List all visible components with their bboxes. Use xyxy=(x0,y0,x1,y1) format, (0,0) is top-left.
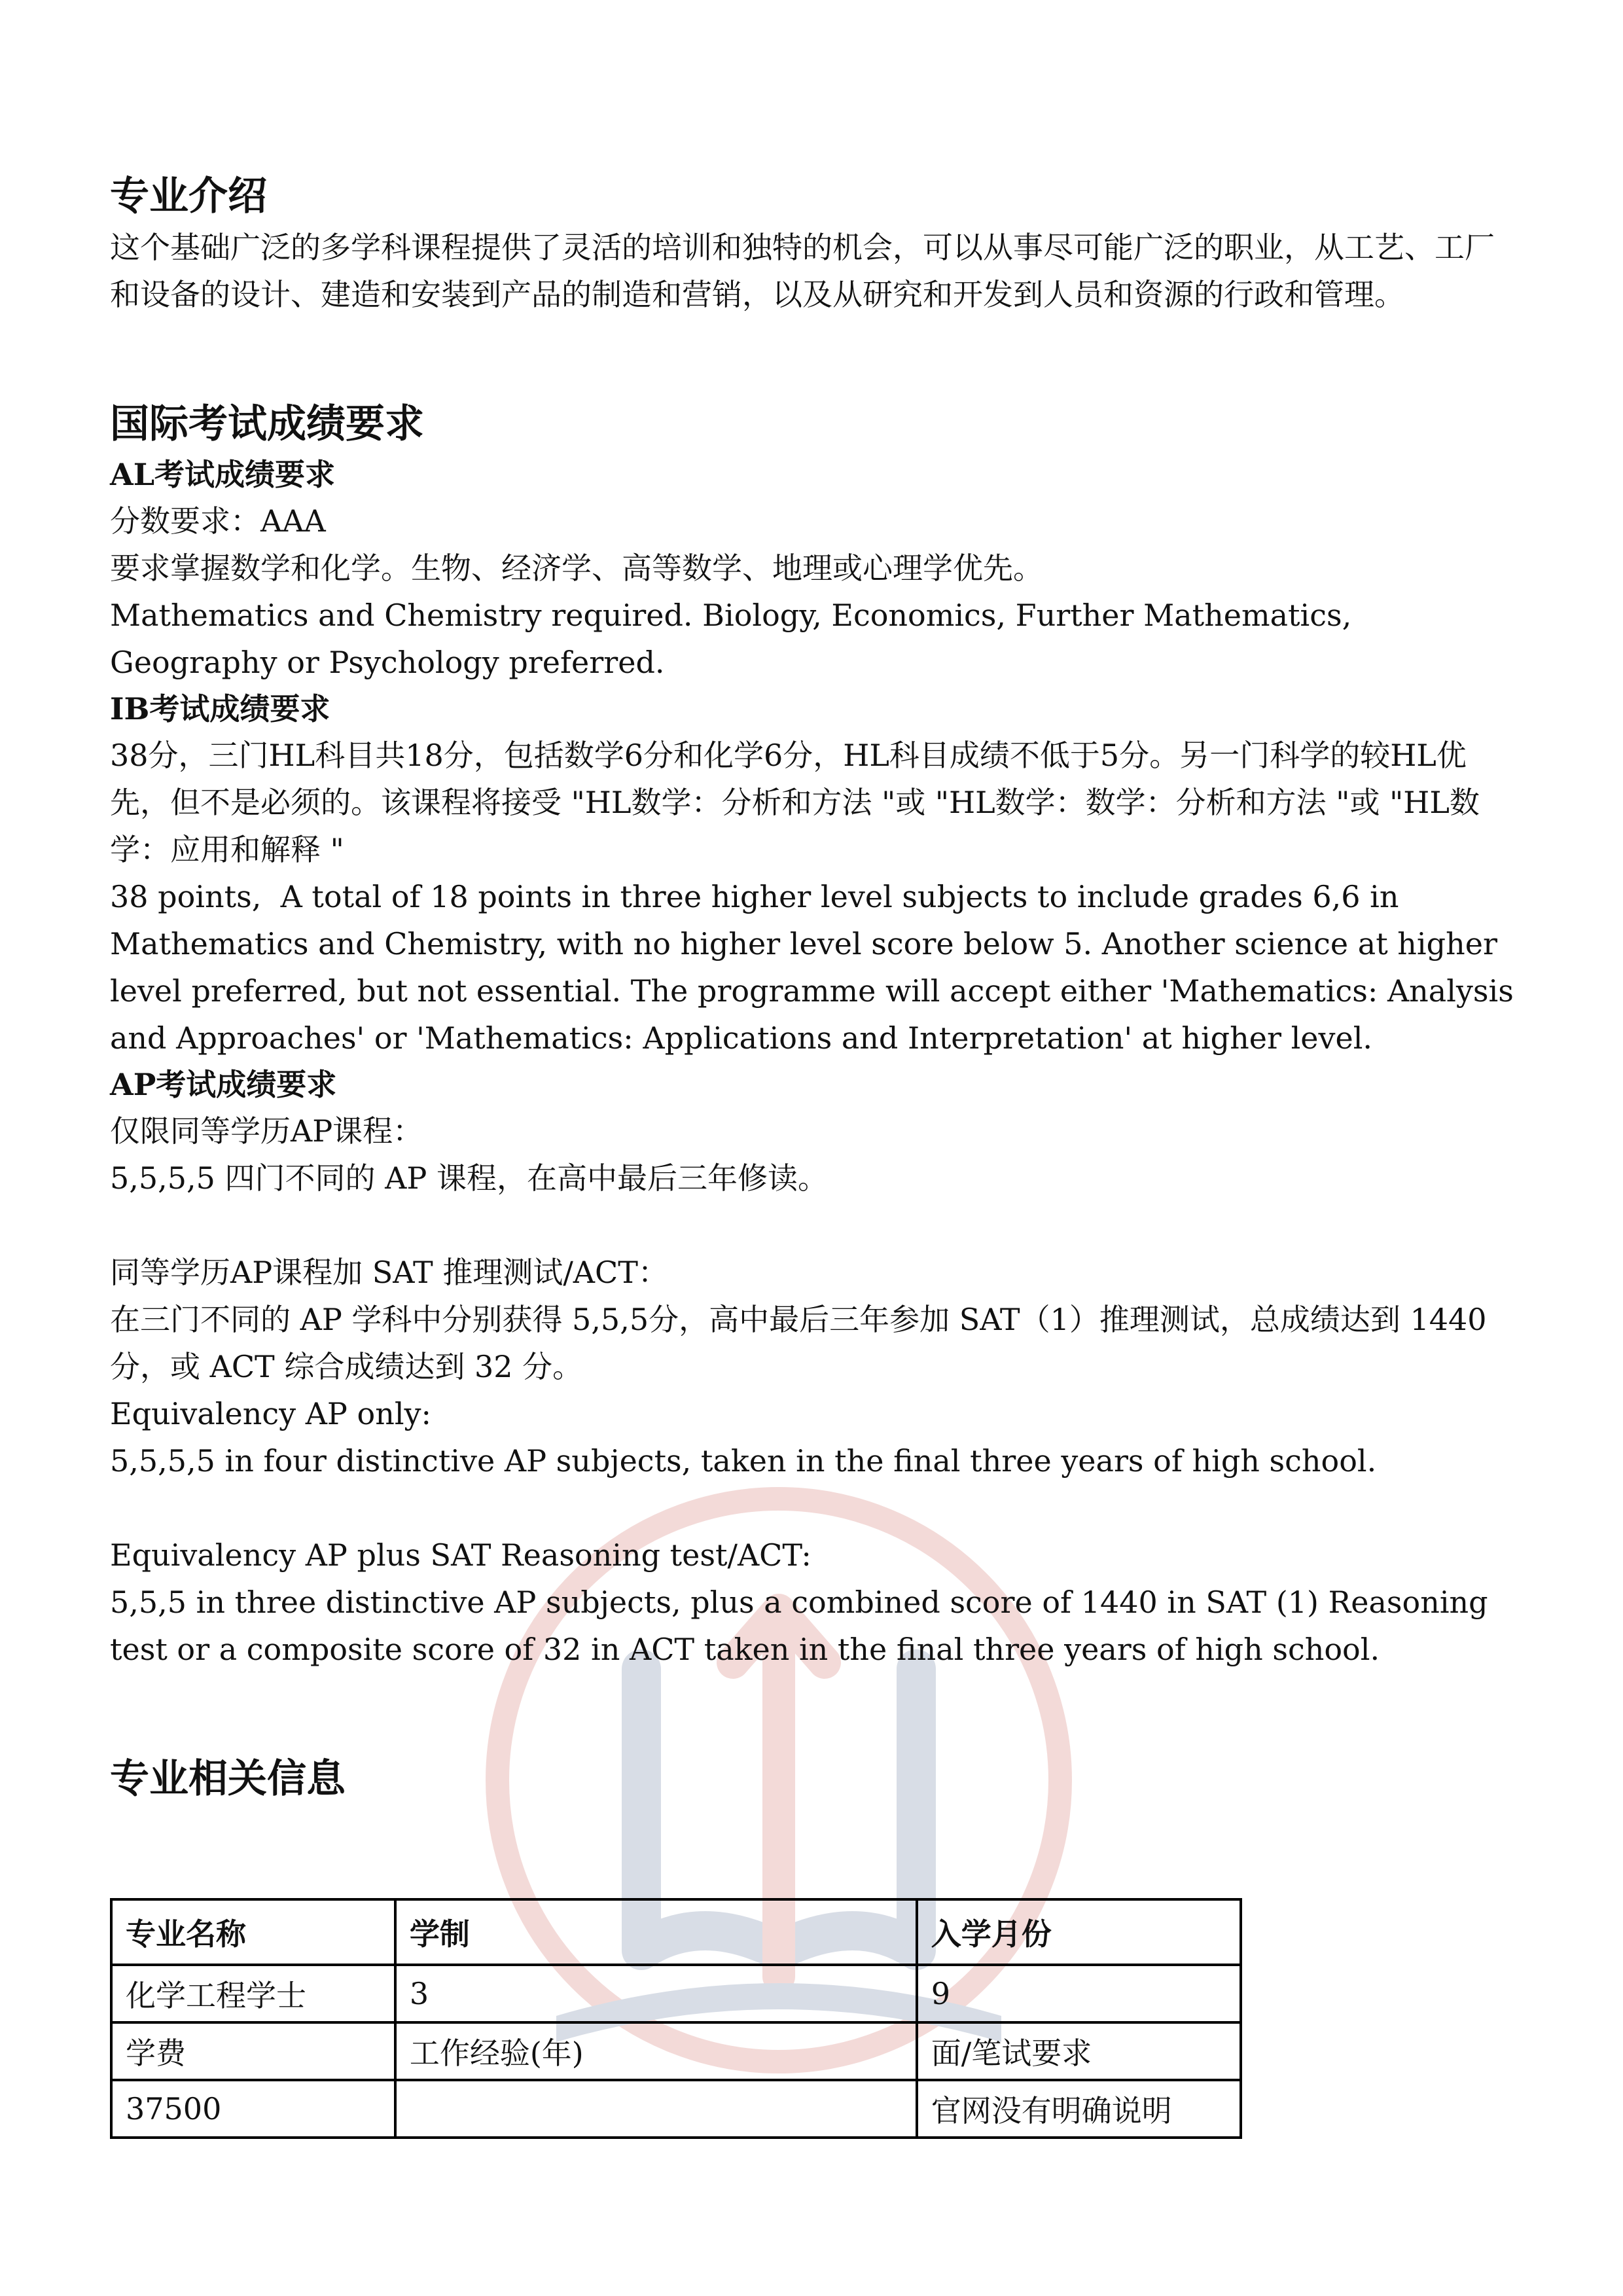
table-cell: 化学工程学士 xyxy=(111,1965,395,2022)
ap-cn-sat-text: 在三门不同的 AP 学科中分别获得 5,5,5分，高中最后三年参加 SAT（1）推理测试，总成绩达到 1440 分，或 ACT 综合成绩达到 32 分。 xyxy=(110,1302,1497,1384)
al-score: 分数要求：AAA xyxy=(110,503,326,539)
table-cell: 学费 xyxy=(111,2022,395,2080)
al-heading: AL考试成绩要求 xyxy=(110,457,336,492)
al-en: Mathematics and Chemistry required. Biology, Economics, Further Mathematics, Geography or Psychology preferred. xyxy=(110,598,1361,680)
exams-heading: 国际考试成绩要求 xyxy=(110,401,424,447)
ap-en-sat-label: Equivalency AP plus SAT Reasoning test/ACT: xyxy=(110,1537,812,1573)
table-cell: 学制 xyxy=(395,1899,917,1965)
ap-cn-only-text: 5,5,5,5 四门不同的 AP 课程，在高中最后三年修读。 xyxy=(110,1160,828,1196)
table-cell: 工作经验(年) xyxy=(395,2022,917,2080)
table-cell: 9 xyxy=(917,1965,1241,2022)
al-cn: 要求掌握数学和化学。生物、经济学、高等数学、地理或心理学优先。 xyxy=(110,550,1043,586)
ap-en-only-text: 5,5,5,5 in four distinctive AP subjects, taken in the final three years of high school. xyxy=(110,1443,1377,1479)
table-cell: 面/笔试要求 xyxy=(917,2022,1241,2080)
ap-en-only-label: Equivalency AP only: xyxy=(110,1396,432,1431)
ap-cn-only-label: 仅限同等学历AP课程： xyxy=(110,1113,423,1149)
table-row xyxy=(111,1965,1241,2022)
table-cell xyxy=(395,2080,917,2138)
ib-en: 38 points, A total of 18 points in three higher level subjects to include grades 6,6 in Mathematics and Chemistry, with no higher level score below 5. Another science at higher level preferred, but not essential. The programme will accept either 'Mathematics: Analysis and Approaches' or 'Mathematics: Applications and Interpretation' at higher level. xyxy=(110,879,1524,1056)
table-cell: 官网没有明确说明 xyxy=(917,2080,1241,2138)
program-info-table xyxy=(110,1898,1242,2139)
content xyxy=(110,169,1524,1806)
table-cell: 专业名称 xyxy=(111,1899,395,1965)
ap-en-sat-text: 5,5,5 in three distinctive AP subjects, plus a combined score of 1440 in SAT (1) Reasoning test or a composite score of 32 in ACT taken in the final three years of high school. xyxy=(110,1585,1498,1667)
table-row xyxy=(111,2080,1241,2138)
table-row xyxy=(111,1899,1241,1965)
ib-cn: 38分，三门HL科目共18分，包括数学6分和化学6分，HL科目成绩不低于5分。另一门科学的较HL优先，但不是必须的。该课程将接受 "HL数学：分析和方法 "或 "HL数学：数学：分析和方法 "或 "HL数学：应用和解释 " xyxy=(110,738,1480,867)
intro-heading: 专业介绍 xyxy=(110,173,267,219)
ap-cn-sat-label: 同等学历AP课程加 SAT 推理测试/ACT： xyxy=(110,1255,668,1290)
intro-text: 这个基础广泛的多学科课程提供了灵活的培训和独特的机会，可以从事尽可能广泛的职业，从工艺、工厂和设备的设计、建造和安装到产品的制造和营销，以及从研究和开发到人员和资源的行政和管理。 xyxy=(110,230,1495,312)
table-cell: 3 xyxy=(395,1965,917,2022)
ib-heading: IB考试成绩要求 xyxy=(110,691,330,726)
ap-heading: AP考试成绩要求 xyxy=(110,1067,337,1102)
table-cell: 入学月份 xyxy=(917,1899,1241,1965)
table-cell: 37500 xyxy=(111,2080,395,2138)
info-heading: 专业相关信息 xyxy=(110,1756,346,1802)
table-row xyxy=(111,2022,1241,2080)
